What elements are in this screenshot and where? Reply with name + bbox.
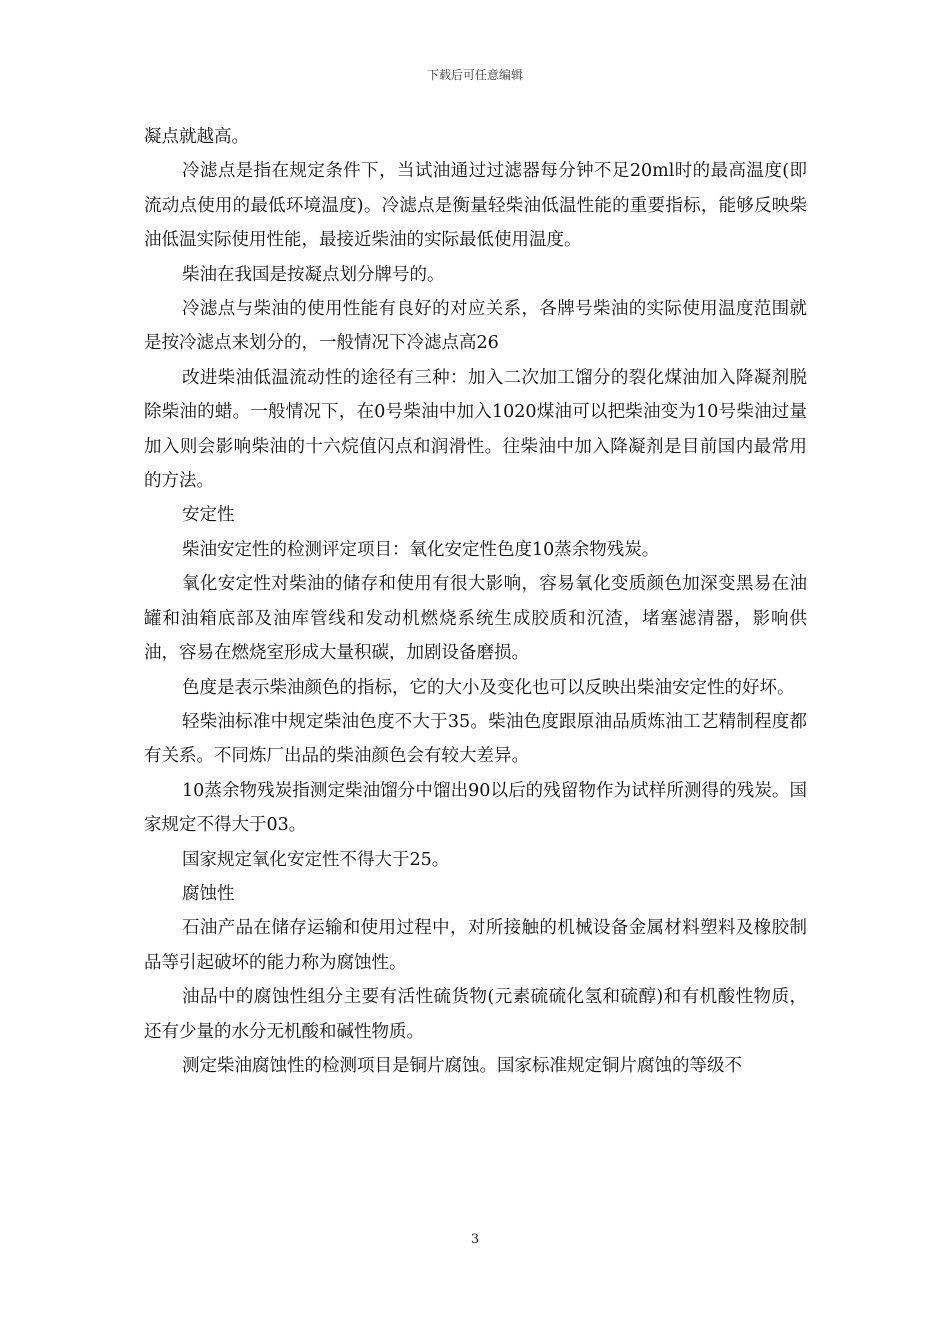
paragraph-15: 油品中的腐蚀性组分主要有活性硫货物(元素硫硫化氢和硫醇)和有机酸性物质，还有少量的水分无机酸和碱性物质。	[144, 987, 807, 1042]
document-body	[144, 120, 807, 1083]
paragraph-4: 冷滤点与柴油的使用性能有良好的对应关系，各牌号柴油的实际使用温度范围就是按冷滤点来划分的，一般情况下冷滤点高26	[144, 299, 807, 354]
paragraph-8: 氧化安定性对柴油的储存和使用有很大影响，容易氧化变质颜色加深变黑易在油罐和油箱底部及油库管线和发动机燃烧系统生成胶质和沉渣，堵塞滤清器，影响供油，容易在燃烧室形成大量积碳，加剧设备磨损。	[144, 574, 807, 664]
paragraph-16: 测定柴油腐蚀性的检测项目是铜片腐蚀。国家标准规定铜片腐蚀的等级不	[182, 1055, 742, 1076]
paragraph-14: 石油产品在储存运输和使用过程中，对所接触的机械设备金属材料塑料及橡胶制品等引起破坏的能力称为腐蚀性。	[144, 918, 807, 973]
page-header: 下载后可任意编辑	[426, 68, 523, 82]
paragraph-2: 冷滤点是指在规定条件下，当试油通过过滤器每分钟不足20ml时的最高温度(即流动点使用的最低环境温度)。冷滤点是衡量轻柴油低温性能的重要指标，能够反映柴油低温实际使用性能，最接近柴油的实际最低使用温度。	[144, 161, 807, 251]
paragraph-7: 柴油安定性的检测评定项目：氧化安定性色度10蒸余物残炭。	[182, 539, 660, 560]
paragraph-10: 轻柴油标准中规定柴油色度不大于35。柴油色度跟原油品质炼油工艺精制程度都有关系。不同炼厂出品的柴油颜色会有较大差异。	[144, 711, 807, 767]
section-heading-stability: 安定性	[182, 505, 235, 526]
paragraph-1: 凝点就越高。	[144, 127, 249, 147]
paragraph-11: 10蒸余物残炭指测定柴油馏分中馏出90以后的残留物作为试样所测得的残炭。国家规定不得大于03。	[144, 780, 807, 836]
paragraph-3: 柴油在我国是按凝点划分牌号的。	[182, 264, 445, 285]
page-number: 3	[470, 1232, 480, 1247]
paragraph-12: 国家规定氧化安定性不得大于25。	[182, 849, 450, 870]
paragraph-5: 改进柴油低温流动性的途径有三种：加入二次加工馏分的裂化煤油加入降凝剂脱除柴油的蜡。一般情况下，在0号柴油中加入1020煤油可以把柴油变为10号柴油过量加入则会影响柴油的十六烷值闪点和润滑性。往柴油中加入降凝剂是目前国内最常用的方法。	[144, 367, 807, 492]
section-heading-corrosion: 腐蚀性	[182, 883, 235, 904]
paragraph-9: 色度是表示柴油颜色的指标，它的大小及变化也可以反映出柴油安定性的好坏。	[182, 677, 795, 698]
